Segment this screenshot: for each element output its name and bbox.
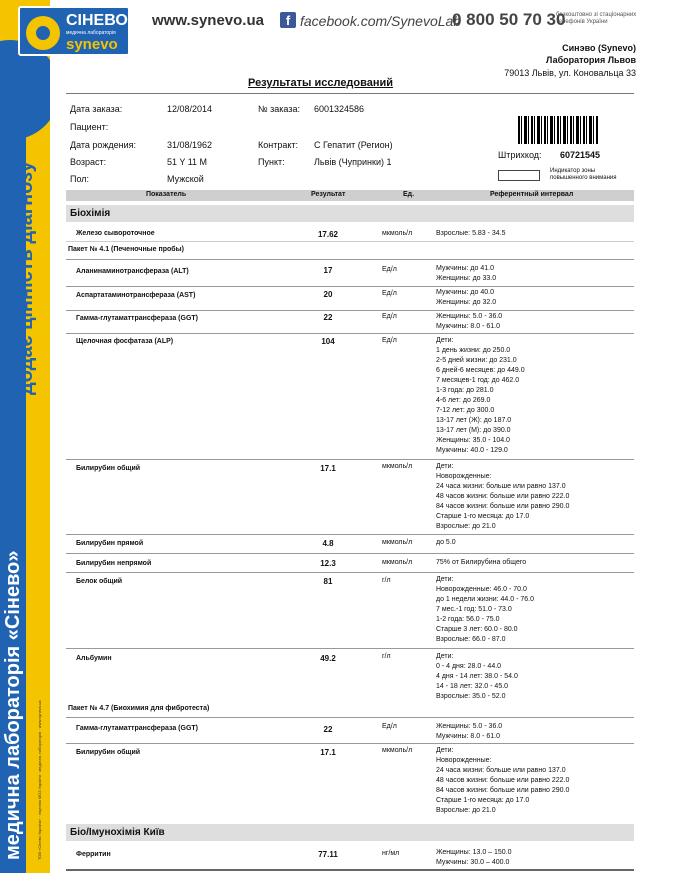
birth-label: Дата рождения: [70,140,136,150]
row-divider [66,717,634,718]
row-bilirubin-direct-value: 4.8 [322,539,334,548]
row-iron-ref: Взрослые: 5.83 - 34.5 [436,230,506,237]
row-ferritin-name: Ферритин [76,851,111,858]
row-bilirubin-direct-ref: до 5.0 [436,539,456,546]
barcode-image [518,116,598,144]
table-header [66,190,634,201]
contract-label: Контракт: [258,140,299,150]
row-divider [66,459,634,460]
row-alt-value: 17 [323,266,333,275]
row-ferritin-ref: Женщины: 13.0 – 150.0 Мужчины: 30.0 – 400.0 [436,849,512,866]
facebook-link[interactable]: facebook.com/SynevoLab [300,13,462,29]
row-bilirubin-value: 17.1 [320,464,336,473]
row-albumin-value: 49.2 [320,654,336,663]
row-ferritin-unit: нг/мл [382,850,400,857]
row-bilirubin2-value: 17.1 [320,748,336,757]
side-legal-text: ТОВ «Сінево Україна» · ліцензія МОЗ України · медична лабораторія · www.synevo.ua [37,700,42,860]
row-bilirubin-direct-name: Билирубин прямой [76,540,144,547]
row-bilirubin-direct-unit: мкмоль/л [382,539,413,546]
row-bilirubin-indirect-name: Билирубин непрямой [76,560,152,567]
age-value: 51 Y 11 M [167,157,208,167]
attention-indicator-box [498,170,540,181]
row-divider [66,648,634,649]
synevo-logo [18,6,130,56]
lab-address: 79013 Львів, ул. Коновальца 33 [504,68,636,78]
row-bilirubin2-ref: Дети: Новорожденные: 24 часа жизни: больше или равно 137.0 48 часов жизни: больше или равно 222.0 84 часов жизни: больше или равно 290.0 Старше 1-го месяца: до 17.0 Взрослые: до 21.0 [436,747,570,814]
lab-branch: Лаборатория Львов [546,55,636,65]
row-divider [66,286,634,287]
row-ggt2-ref: Женщины: 5.0 - 36.0 Мужчины: 8.0 - 61.0 [436,723,503,740]
row-alt-ref: Мужчины: до 41.0 Женщины: до 33.0 [436,265,497,282]
row-ggt-name: Гамма-глутаматтрансфераза (GGT) [76,315,199,322]
phone-note: безкоштовно зі стаціонарних телефонів України [556,12,637,25]
table-bottom-line [66,869,634,871]
page-title: Результаты исследований [248,77,394,89]
logo-name-ua: СІНЕВО [66,12,128,29]
row-ggt-ref: Женщины: 5.0 - 36.0 Мужчины: 8.0 - 61.0 [436,313,503,330]
row-divider [66,572,634,573]
row-ast-ref: Мужчины: до 40.0 Женщины: до 32.0 [436,289,497,306]
row-divider [66,534,634,535]
row-albumin-unit: г/л [382,653,391,660]
row-iron-unit: мкмоль/л [382,230,413,237]
row-albumin-name: Альбумин [76,655,112,662]
section-bio-immunochemistry: Біо/Імунохімія Київ [66,824,634,841]
row-protein-unit: г/л [382,577,391,584]
row-ggt2-value: 22 [323,725,333,734]
row-divider [66,553,634,554]
order-number: 6001324586 [314,104,365,114]
lab-name: Синэво (Synevo) [562,43,636,53]
row-divider [66,241,634,242]
order-number-label: № заказа: [258,104,300,114]
row-ggt-unit: Ед/л [382,313,397,320]
row-alt-unit: Ед/л [382,266,397,273]
row-bilirubin2-name: Билирубин общий [76,749,141,756]
point-value: Львів (Чупринки) 1 [314,157,392,167]
row-protein-name: Белок общий [76,578,123,585]
row-protein-value: 81 [323,577,333,586]
row-alt-name: Аланинаминотрансфераза (ALT) [76,268,189,275]
row-protein-ref: Дети: Новорожденные: 46.0 - 70.0 до 1 недели жизни: 44.0 - 76.0 7 мес.-1 год: 51.0 - 73.0 1-2 года: 56.0 - 75.0 Старше 3 лет: 60.0 - 80.0 Взрослые: 66.0 - 87.0 [436,576,534,643]
row-ggt2-unit: Ед/л [382,723,397,730]
barcode-value: 60721545 [560,150,601,160]
title-divider [66,93,634,94]
age-label: Возраст: [70,157,107,167]
logo-name-en: synevo [66,36,118,53]
row-ggt-value: 22 [323,313,333,322]
facebook-icon: f [280,12,296,28]
logo-subtitle: медична лабораторія [66,30,116,36]
row-bilirubin-name: Билирубин общий [76,465,141,472]
hotline-phone: 0 800 50 70 30 [452,10,566,29]
attention-indicator-label: Индикатор зоны повышенного внимания [550,168,617,181]
site-link[interactable]: www.synevo.ua [152,12,264,29]
order-date-label: Дата заказа: [70,104,123,114]
barcode-label: Штрихкод: [498,150,542,160]
row-bilirubin-indirect-value: 12.3 [320,559,336,568]
row-ast-unit: Ед/л [382,290,397,297]
row-alp-unit: Ед/л [382,337,397,344]
row-ggt2-name: Гамма-глутаматтрансфераза (GGT) [76,725,199,732]
side-slogan-bottom: медична лабораторія «Сінево» [2,550,24,860]
row-bilirubin-unit: мкмоль/л [382,463,413,470]
contract-value: С Гепатит (Регион) [314,140,393,150]
flower-icon [26,16,60,50]
package-4-1: Пакет № 4.1 (Печеночные пробы) [68,246,184,253]
row-alp-value: 104 [321,337,335,346]
col-name: Показатель [146,191,187,198]
col-unit: Ед. [403,191,415,198]
sex-label: Пол: [70,174,90,184]
side-slogan-top: додає цінність діагнозу [15,161,37,395]
row-bilirubin-ref: Дети: Новорожденные: 24 часа жизни: больше или равно 137.0 48 часов жизни: больше или равно 222.0 84 часов жизни: больше или равно 290.0 Старше 1-го месяца: до 17.0 Взрослые: до 21.0 [436,463,570,530]
row-divider [66,743,634,744]
row-alp-ref: Дети: 1 день жизни: до 250.0 2-5 дней жизни: до 231.0 6 дней-6 месяцев: до 449.0 7 месяцев-1 год: до 462.0 1-3 года: до 281.0 4-6 лет: до 269.0 7-12 лет: до 300.0 13-17 лет (Ж): до 187.0 13-17 лет (М): до 390.0 Женщины: 35.0 - 104.0 Мужчины: 40.0 - 129.0 [436,337,525,454]
row-albumin-ref: Дети: 0 - 4 дня: 28.0 - 44.0 4 дня - 14 лет: 38.0 - 54.0 14 - 18 лет: 32.0 - 45.0 Взрослые: 35.0 - 52.0 [436,653,518,700]
row-bilirubin2-unit: мкмоль/л [382,747,413,754]
row-ast-value: 20 [323,290,333,299]
row-ast-name: Аспартатаминотрансфераза (AST) [76,292,196,299]
birth-date: 31/08/1962 [167,140,213,150]
row-divider [66,259,634,260]
patient-label: Пациент: [70,122,109,132]
row-bilirubin-indirect-ref: 75% от Билирубина общего [436,559,527,566]
order-date: 12/08/2014 [167,104,213,114]
row-divider [66,310,634,311]
col-ref: Референтный интервал [490,191,574,198]
row-iron-value: 17.62 [317,230,339,239]
point-label: Пункт: [258,157,285,167]
package-4-7: Пакет № 4.7 (Биохимия для фибротеста) [68,705,210,712]
sex-value: Мужской [167,174,204,184]
row-bilirubin-indirect-unit: мкмоль/л [382,559,413,566]
row-iron-name: Железо сывороточное [76,230,155,237]
row-divider [66,333,634,334]
col-result: Результат [311,191,346,198]
section-biochemistry: Біохімія [66,205,634,222]
row-alp-name: Щелочная фосфатаза (ALP) [76,338,174,345]
row-ferritin-value: 77.11 [318,850,338,859]
